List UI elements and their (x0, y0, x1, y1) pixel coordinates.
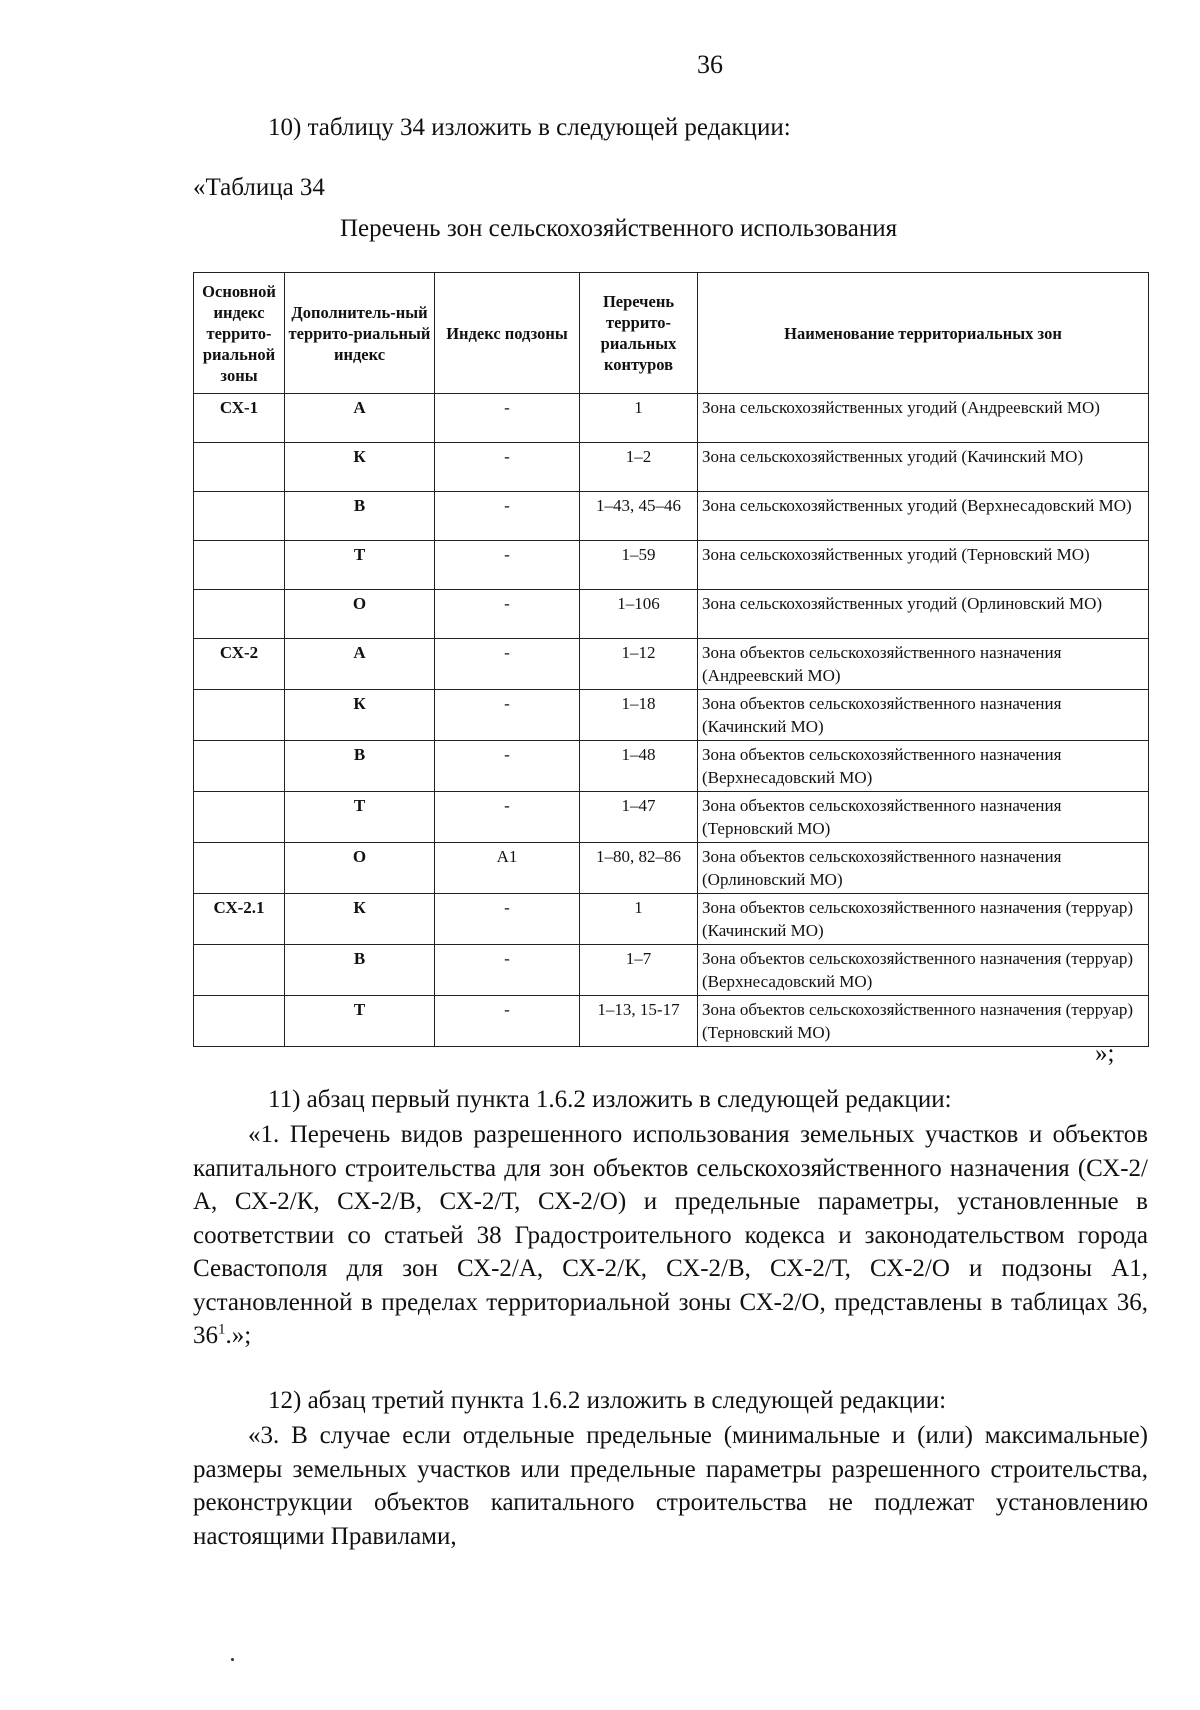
subzone-cell: - (435, 894, 580, 945)
table-row (194, 690, 1149, 741)
table-row (194, 741, 1149, 792)
table-header-row (194, 273, 1149, 394)
zone-name-cell: Зона сельскохозяйственных угодий (Верхнесадовский МО) (698, 492, 1149, 541)
subzone-cell: - (435, 492, 580, 541)
subzone-cell: - (435, 590, 580, 639)
extra-index-cell: Т (285, 792, 435, 843)
extra-index-cell: В (285, 945, 435, 996)
contours-cell: 1–43, 45–46 (580, 492, 698, 541)
table-row (194, 541, 1149, 590)
contours-cell: 1 (580, 394, 698, 443)
item-11-end: .»; (225, 1322, 252, 1349)
subzone-cell: - (435, 741, 580, 792)
zone-name-cell: Зона объектов сельскохозяйственного назначения (Верхнесадовский МО) (698, 741, 1149, 792)
contours-cell: 1–80, 82–86 (580, 843, 698, 894)
contours-cell: 1–106 (580, 590, 698, 639)
item-11-main-text: «1. Перечень видов разрешенного использования земельных участков и объектов капитального строительства для зон объектов сельскохозяйственного назначения (СХ-2/А, СХ-2/К, СХ-2/В, СХ-2/Т, СХ-2/О) и предельные параметры, установленные в соответствии со статьей 38 Градостроительного кодекса и законодательством города Севастополя для зон СХ-2/А, СХ-2/К, СХ-2/В, СХ-2/Т, СХ-2/О и подзоны А1, установленной в пределах территориальной зоны СХ-2/О, представлены в таблицах 36, 36 (193, 1121, 1148, 1349)
extra-index-cell: А (285, 394, 435, 443)
zone-name-cell: Зона объектов сельскохозяйственного назначения (Андреевский МО) (698, 639, 1149, 690)
contours-cell: 1–12 (580, 639, 698, 690)
table-row (194, 443, 1149, 492)
extra-index-cell: В (285, 741, 435, 792)
header-subzone-index: Индекс подзоны (435, 273, 580, 394)
contours-cell: 1–18 (580, 690, 698, 741)
zone-name-cell: Зона сельскохозяйственных угодий (Терновский МО) (698, 541, 1149, 590)
subzone-cell: - (435, 690, 580, 741)
item-11-text (193, 1118, 1148, 1353)
extra-index-cell: К (285, 690, 435, 741)
contours-cell: 1–2 (580, 443, 698, 492)
contours-cell: 1–47 (580, 792, 698, 843)
table-row (194, 639, 1149, 690)
contours-cell: 1–7 (580, 945, 698, 996)
header-extra-index: Дополнитель-ный террито-риальный индекс (285, 273, 435, 394)
zone-name-cell: Зона объектов сельскохозяйственного назначения (Качинский МО) (698, 690, 1149, 741)
contours-cell: 1–59 (580, 541, 698, 590)
header-main-index: Основной индекс террито-риальной зоны (194, 273, 285, 394)
extra-index-cell: К (285, 443, 435, 492)
zone-name-cell: Зона объектов сельскохозяйственного назначения (Терновский МО) (698, 792, 1149, 843)
subzone-cell: - (435, 945, 580, 996)
zone-name-cell: Зона сельскохозяйственных угодий (Андреевский МО) (698, 394, 1149, 443)
table-row (194, 792, 1149, 843)
zone-name-cell: Зона сельскохозяйственных угодий (Орлиновский МО) (698, 590, 1149, 639)
table-row (194, 894, 1149, 945)
item-11-superscript: 1 (218, 1321, 226, 1338)
item-10-heading: 10) таблицу 34 изложить в следующей редакции: (268, 114, 791, 141)
subzone-cell: - (435, 394, 580, 443)
table-row (194, 843, 1149, 894)
zone-name-cell: Зона объектов сельскохозяйственного назначения (терруар) (Качинский МО) (698, 894, 1149, 945)
item-12-text: «3. В случае если отдельные предельные (минимальные и (или) максимальные) размеры земельных участков или предельные параметры разрешенного строительства, реконструкции объектов капитального строительства не подлежат установлению настоящими Правилами, (193, 1422, 1148, 1550)
contours-cell: 1–13, 15-17 (580, 996, 698, 1047)
table-row (194, 945, 1149, 996)
zone-name-cell: Зона объектов сельскохозяйственного назначения (терруар) (Терновский МО) (698, 996, 1149, 1047)
zone-name-cell: Зона объектов сельскохозяйственного назначения (Орлиновский МО) (698, 843, 1149, 894)
subzone-cell: А1 (435, 843, 580, 894)
scan-dot (231, 1658, 234, 1661)
extra-index-cell: А (285, 639, 435, 690)
subzone-cell: - (435, 443, 580, 492)
subzone-cell: - (435, 639, 580, 690)
zone-name-cell: Зона объектов сельскохозяйственного назначения (терруар) (Верхнесадовский МО) (698, 945, 1149, 996)
item-12-heading: 12) абзац третий пункта 1.6.2 изложить в следующей редакции: (268, 1387, 947, 1414)
extra-index-cell: О (285, 843, 435, 894)
extra-index-cell: О (285, 590, 435, 639)
main-index-cell: СХ-1 (194, 394, 285, 443)
subzone-cell: - (435, 792, 580, 843)
subzone-cell: - (435, 996, 580, 1047)
table-title: Перечень зон сельскохозяйственного использования (340, 215, 898, 242)
subzone-cell: - (435, 541, 580, 590)
item-11-heading: 11) абзац первый пункта 1.6.2 изложить в следующей редакции: (268, 1086, 952, 1113)
header-contours: Перечень террито-риальных контуров (580, 273, 698, 394)
contours-cell: 1–48 (580, 741, 698, 792)
page-number: 36 (697, 50, 723, 79)
extra-index-cell: В (285, 492, 435, 541)
extra-index-cell: Т (285, 996, 435, 1047)
extra-index-cell: Т (285, 541, 435, 590)
table-row (194, 996, 1149, 1047)
table-row (194, 394, 1149, 443)
zones-table (193, 272, 1149, 1047)
contours-cell: 1 (580, 894, 698, 945)
main-index-cell: СХ-2 (194, 639, 285, 690)
table-closing-quote: »; (1095, 1040, 1115, 1067)
main-index-cell: СХ-2.1 (194, 894, 285, 945)
header-zone-name: Наименование территориальных зон (698, 273, 1149, 394)
zone-name-cell: Зона сельскохозяйственных угодий (Качинский МО) (698, 443, 1149, 492)
extra-index-cell: К (285, 894, 435, 945)
table-row (194, 590, 1149, 639)
table-label: «Таблица 34 (193, 174, 325, 201)
table-row (194, 492, 1149, 541)
